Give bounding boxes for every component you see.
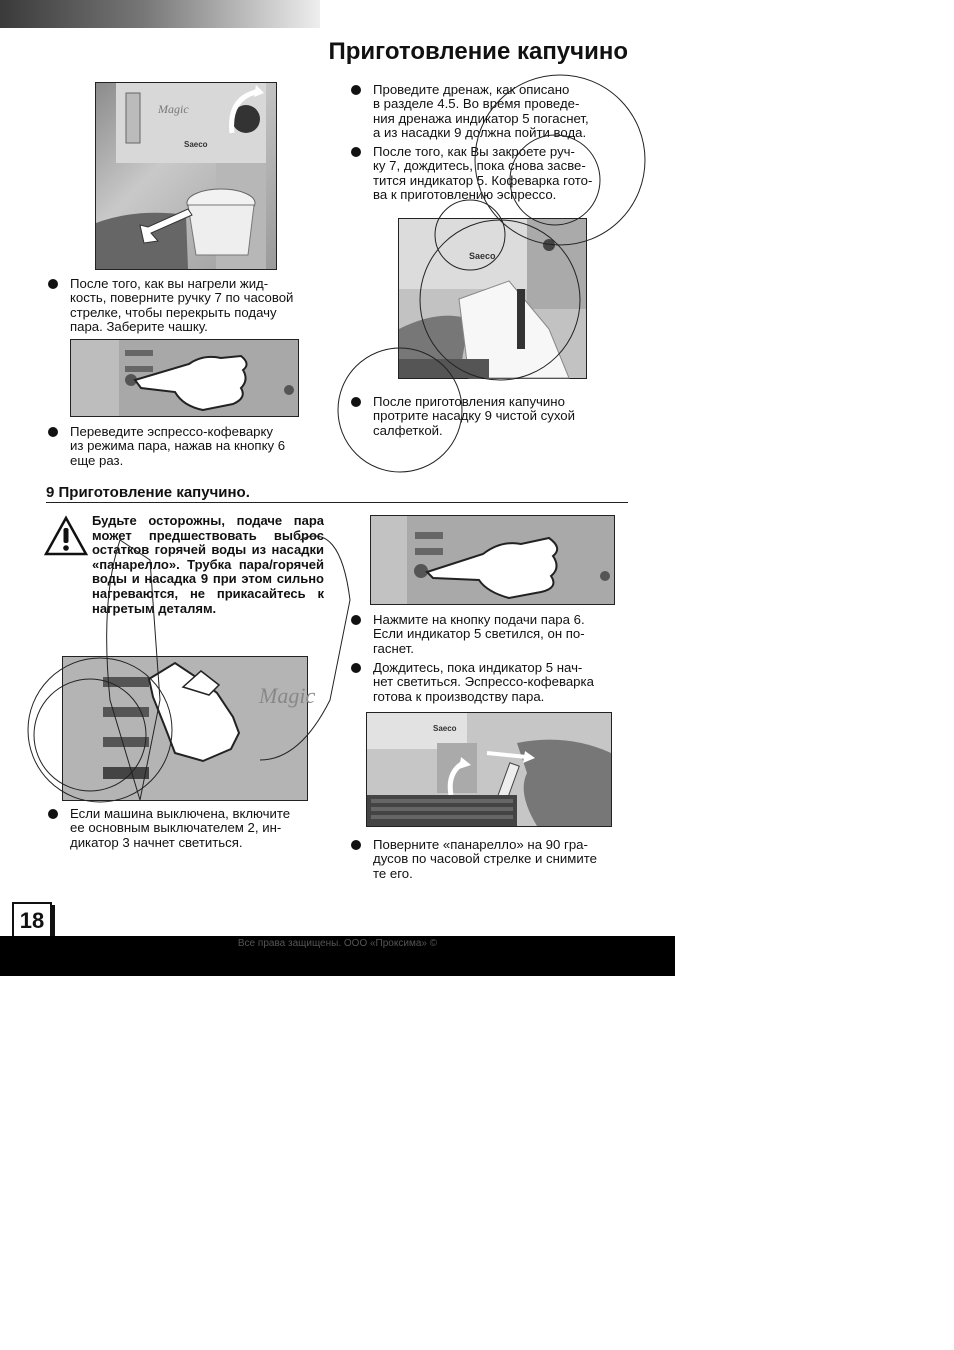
header-gradient-bar [0,0,320,28]
figure-machine-cup [95,82,277,270]
bullet-line: дусов по часовой стрелке и снимите [373,851,597,867]
bullet-line: Если машина выключена, включите [70,806,291,821]
bullet-line: еще раз. [70,452,124,468]
bullet-line: пара. Заберите чашку. [70,319,208,335]
section-heading: 9 Приготовление капучино. [46,484,250,501]
bullet-dot [48,279,58,289]
fig6-brand-label: Saeco [433,724,457,733]
panarello-illustration [367,713,611,826]
bullet-line: ва к приготовлению эспрессо. [373,187,557,203]
right-bullet-5 [351,661,641,704]
figure-main-switch [62,656,316,801]
right-bullet-3 [351,395,641,438]
bullet-line: Переведите эспрессо-кофеварку [70,424,274,439]
bullet-line: готова к производству пара. [373,688,545,704]
bullet-line: После того, как Вы закроете руч- [373,144,575,159]
bullet-line: После приготовления капучино [373,394,565,409]
bullet-line: После того, как вы нагрели жид- [70,276,269,291]
bullet-dot [351,840,361,850]
warning-text: Будьте осторожны, подаче пара может предшествовать выброс остатков горячей воды из насадки «панарелло». Трубка пара/горячей воды и насадка 9 при этом сильно нагреваются, не прикасайтесь к нагретым деталям. [92,513,324,616]
button-press-illustration [71,340,298,416]
wipe-nozzle-illustration [399,219,586,378]
bullet-line: а из насадки 9 должна пойти вода. [373,125,587,141]
bullet-line: Если индикатор 5 светился, он по- [373,626,585,642]
bullet-line: Дождитесь, пока индикатор 5 нач- [373,660,583,675]
bullet-dot [351,397,361,407]
page-title: Приготовление капучино [328,38,628,65]
bullet-line: Проведите дренаж, как описано [373,82,570,97]
section-divider [46,502,628,503]
bullet-line: стрелке, чтобы перекрыть подачу [70,304,277,320]
bullet-line: гаснет. [373,640,414,656]
steam-button-illustration [371,516,614,604]
copyright-text: Все права защищены. ООО «Проксима» © [237,938,438,949]
bullet-line: протрите насадку 9 чистой сухой [373,408,575,424]
left-bullet-2 [48,425,338,468]
left-bullet-3 [48,807,338,850]
bullet-line: Поверните «панарелло» на 90 гра- [373,837,588,852]
bullet-line: Нажмите на кнопку подачи пара 6. [373,612,585,627]
bullet-dot [351,147,361,157]
bullet-line: кость, поверните ручку 7 по часовой [70,290,294,306]
figure-button-press-2 [370,515,615,605]
bullet-line: ния дренажа индикатор 5 погаснет, [373,110,589,126]
fig1-model-label: Magic [158,102,189,116]
bullet-dot [351,663,361,673]
left-bullet-1 [48,277,338,335]
fig3-model-label: Magic [259,683,316,708]
bullet-line: из режима пара, нажав на кнопку 6 [70,438,286,454]
bullet-dot [351,85,361,95]
bullet-line: тится индикатор 5. Кофеварка гото- [373,172,593,188]
bullet-dot [48,809,58,819]
right-bullet-2 [351,145,641,203]
bullet-line: ку 7, дождитесь, пока снова засве- [373,158,586,174]
bullet-line: ее основным выключателем 2, ин- [70,820,282,836]
figure-wipe-nozzle [398,218,587,379]
right-bullet-4 [351,613,641,656]
page-number: 18 [12,902,52,940]
bullet-dot [351,615,361,625]
bullet-line: салфеткой. [373,422,443,438]
right-bullet-1 [351,83,641,141]
bullet-line: те его. [373,865,413,881]
bullet-dot [48,427,58,437]
bullet-line: дикатор 3 начнет светиться. [70,834,243,850]
machine-cup-illustration [96,83,276,269]
figure-panarello [366,712,612,827]
warning-icon [44,516,88,556]
right-bullet-6 [351,838,641,881]
main-switch-illustration [63,657,316,800]
bullet-line: в разделе 4.5. Во время проведе- [373,96,580,112]
fig1-brand-label: Saeco [184,140,208,149]
bullet-line: нет светиться. Эспрессо-кофеварка [373,674,594,690]
fig4-brand-label: Saeco [469,251,496,261]
figure-button-press-1 [70,339,299,417]
